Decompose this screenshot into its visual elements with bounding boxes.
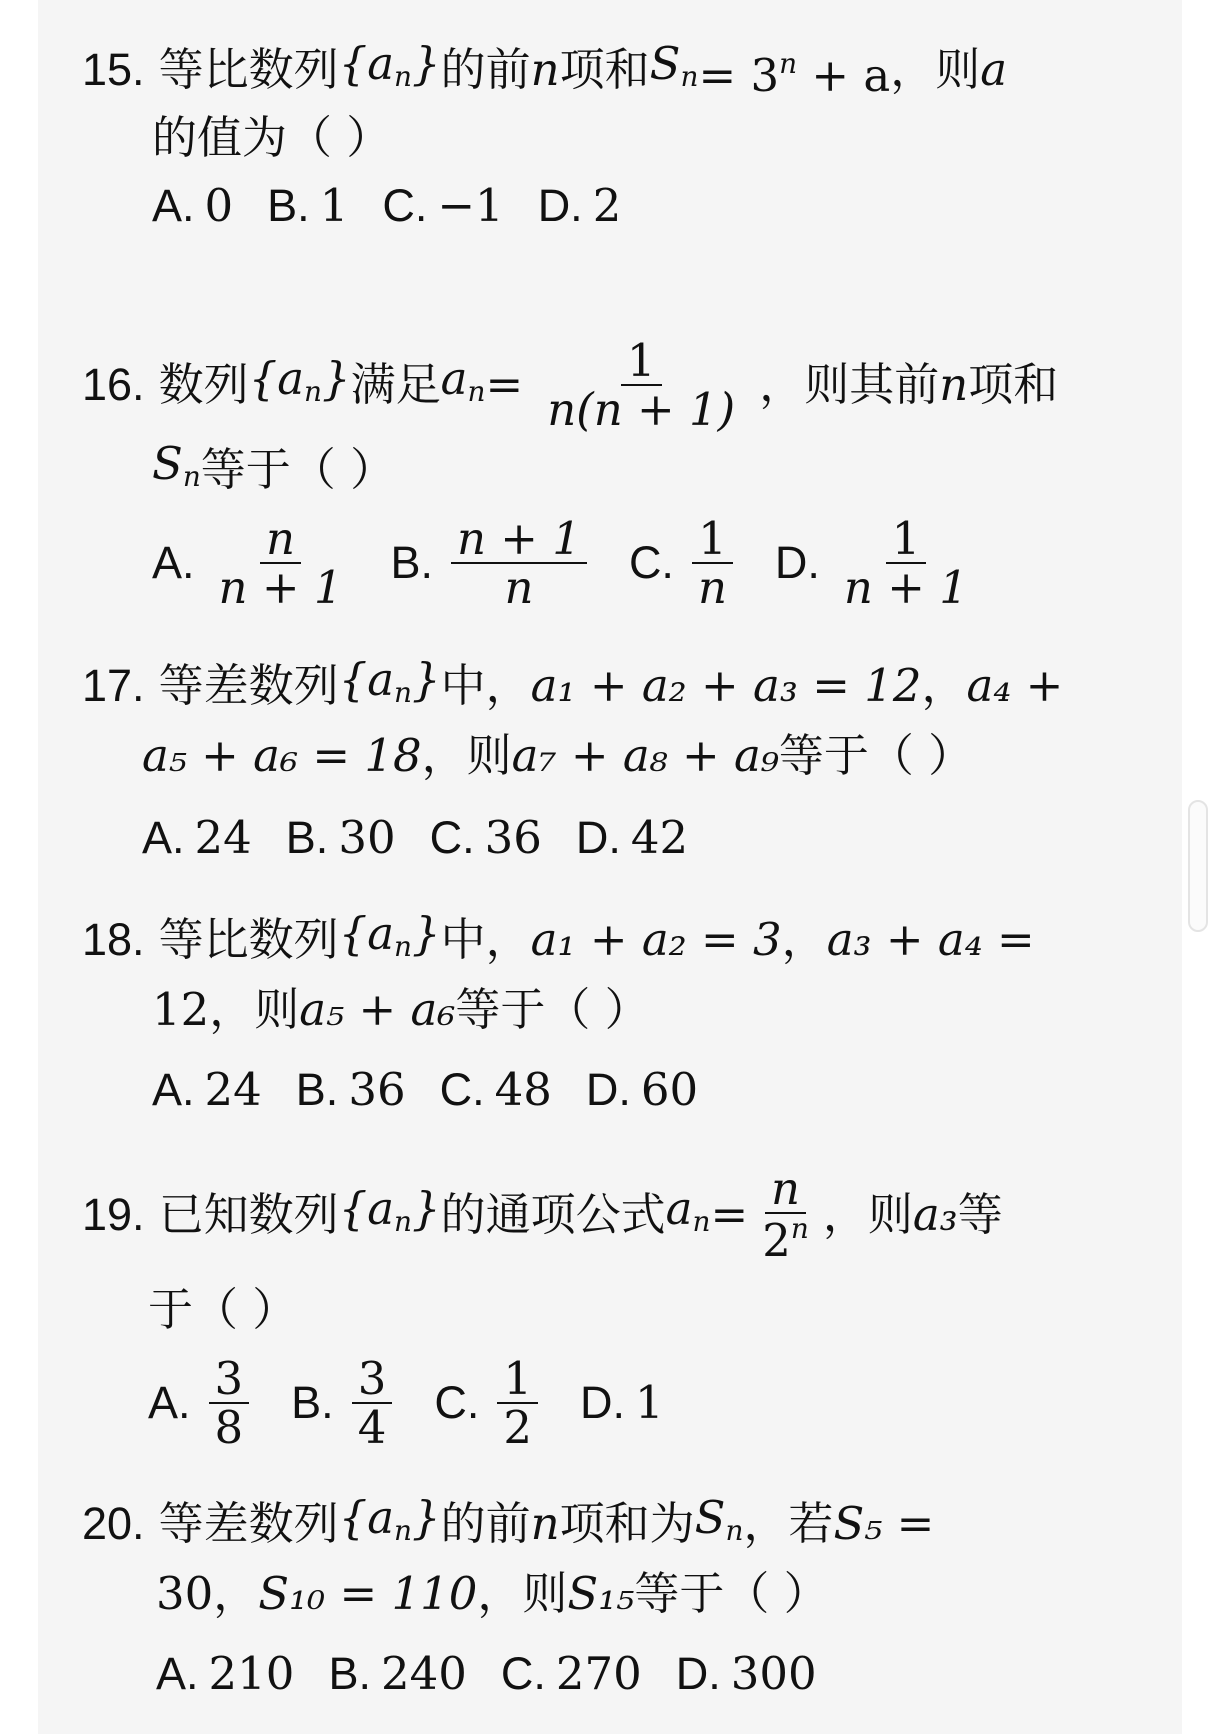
q16-stem-c: ，则其前 bbox=[759, 358, 940, 411]
q15-equation: = $3^n + a$ bbox=[698, 46, 891, 103]
q16-option-d[interactable]: D. $\frac{1}{n + 1}$ bbox=[774, 511, 968, 614]
q16-number: 16. bbox=[82, 359, 145, 410]
q17-stem-l2b: 等于（ ） bbox=[778, 729, 974, 782]
q19-stem-d: 等 bbox=[957, 1188, 1003, 1241]
q15-option-c[interactable]: C. −1 bbox=[382, 179, 504, 232]
q19-stem-a: 已知数列 bbox=[158, 1188, 339, 1241]
q18-stem-b: 中， bbox=[440, 913, 531, 966]
q16-stem-d: 项和 bbox=[968, 358, 1059, 411]
q15-line1 bbox=[82, 36, 1008, 103]
q16-option-b[interactable]: B. $\frac{n + 1}{n}$ bbox=[390, 515, 594, 612]
q19-stem-b: 的通项公式 bbox=[440, 1188, 666, 1241]
q17-comma: ， bbox=[921, 659, 967, 712]
q19-a3: a₃ bbox=[912, 1188, 958, 1241]
q16-sequence: $\{a_n\}$ bbox=[248, 351, 351, 408]
q17-option-a[interactable]: A. 24 bbox=[142, 811, 252, 864]
q17-expr2a: a₄ + bbox=[966, 659, 1064, 712]
q18-option-c[interactable]: C. 48 bbox=[439, 1063, 552, 1116]
q17-options bbox=[142, 808, 722, 868]
q20-stem-l2b: 等于（ ） bbox=[634, 1567, 829, 1620]
q16-an: $a_n$ bbox=[440, 351, 486, 408]
q19-an: $a_n$ bbox=[665, 1181, 711, 1238]
q15-stem-a: 等比数列 bbox=[158, 43, 339, 96]
q16-option-a[interactable]: A. $\frac{n}{n + 1}$ bbox=[152, 511, 343, 614]
q20-expr3: S₁₅ bbox=[567, 1567, 635, 1620]
q16-options bbox=[152, 508, 1016, 618]
q20-sequence: $\{a_n\}$ bbox=[338, 1490, 441, 1547]
worksheet-page bbox=[38, 0, 1182, 1734]
q20-stem-d: ，若 bbox=[743, 1497, 834, 1550]
q15-sequence: $\{a_n\}$ bbox=[338, 36, 441, 93]
q18-stem-l2b: 等于（ ） bbox=[455, 983, 650, 1036]
q20-option-c[interactable]: C. 270 bbox=[500, 1647, 642, 1700]
q15-number: 15. bbox=[82, 44, 145, 95]
q19-option-a[interactable]: A. $\frac{3}{8}$ bbox=[148, 1355, 257, 1452]
q19-options bbox=[148, 1348, 698, 1458]
q20-stem-b: 的前 bbox=[440, 1497, 531, 1550]
q15-option-d[interactable]: D. 2 bbox=[537, 179, 622, 232]
q20-stem-l2a: ，则 bbox=[477, 1567, 568, 1620]
q18-option-b[interactable]: B. 36 bbox=[295, 1063, 406, 1116]
q17-sequence: $\{a_n\}$ bbox=[338, 652, 441, 709]
q19-option-b[interactable]: B. $\frac{3}{4}$ bbox=[291, 1355, 400, 1452]
q16-stem-b: 满足 bbox=[350, 358, 441, 411]
q18-stem-l2a: ，则 bbox=[209, 983, 300, 1036]
q15-stem-d: ，则 bbox=[890, 43, 981, 96]
q18-line1 bbox=[82, 906, 1035, 970]
q20-Sn: $S_n$ bbox=[694, 1490, 744, 1547]
q15-option-a[interactable]: A. 0 bbox=[152, 179, 234, 232]
q17-number: 17. bbox=[82, 660, 145, 711]
q19-equals: = bbox=[710, 1188, 749, 1241]
q17-option-d[interactable]: D. 42 bbox=[575, 811, 689, 864]
q16-n: n bbox=[939, 358, 969, 411]
q17-stem-l2a: ，则 bbox=[421, 729, 512, 782]
q19-line1 bbox=[82, 1160, 1003, 1270]
q18-expr2b: 12 bbox=[152, 983, 210, 1036]
q20-stem-a: 等差数列 bbox=[158, 1497, 339, 1550]
q20-n: n bbox=[530, 1497, 560, 1550]
q17-expr3: a₇ + a₈ + a₉ bbox=[511, 729, 779, 782]
q17-expr2b: a₅ + a₆ = 18 bbox=[142, 729, 422, 782]
q16-line2 bbox=[152, 436, 396, 500]
q18-expr2a: a₃ + a₄ = bbox=[826, 913, 1035, 966]
q19-stem-c: ，则 bbox=[822, 1188, 913, 1241]
q18-sequence: $\{a_n\}$ bbox=[338, 906, 441, 963]
q19-line2: 于（ ） bbox=[148, 1283, 298, 1336]
q19-number: 19. bbox=[82, 1189, 145, 1240]
q15-stem-b: 的前 bbox=[440, 43, 531, 96]
q20-option-d[interactable]: D. 300 bbox=[675, 1647, 817, 1700]
q18-option-a[interactable]: A. 24 bbox=[152, 1063, 262, 1116]
q19-option-c[interactable]: C. $\frac{1}{2}$ bbox=[434, 1355, 546, 1452]
q15-n: n bbox=[530, 43, 560, 96]
q18-stem-a: 等比数列 bbox=[158, 913, 339, 966]
q20-expr2a: 30 bbox=[156, 1567, 214, 1620]
q16-stem-a: 数列 bbox=[158, 358, 249, 411]
q17-stem-b: 中， bbox=[440, 659, 531, 712]
q16-Sn: $S_n$ bbox=[152, 436, 201, 493]
q18-options bbox=[152, 1060, 732, 1120]
q16-stem-l2: 等于（ ） bbox=[200, 443, 396, 496]
q15-stem-c: 项和 bbox=[559, 43, 650, 96]
q20-stem-c: 项和为 bbox=[559, 1497, 695, 1550]
q20-option-a[interactable]: A. 210 bbox=[156, 1647, 295, 1700]
q17-option-c[interactable]: C. 36 bbox=[429, 811, 542, 864]
q20-options bbox=[156, 1644, 851, 1704]
q20-expr2b: S₁₀ = 110 bbox=[258, 1567, 478, 1620]
q18-number: 18. bbox=[82, 914, 145, 965]
q18-line2 bbox=[152, 980, 650, 1040]
q16-line1 bbox=[82, 330, 1058, 440]
q15-Sn: $S_n$ bbox=[649, 36, 699, 93]
q18-expr3: a₅ + a₆ bbox=[299, 983, 456, 1036]
q20-expr1: S₅ = bbox=[833, 1497, 935, 1550]
q15-option-b[interactable]: B. 1 bbox=[267, 179, 349, 232]
q19-fraction: $\frac{n}{2^n}$ bbox=[762, 1162, 809, 1268]
q18-option-d[interactable]: D. 60 bbox=[585, 1063, 699, 1116]
q17-expr1: a₁ + a₂ + a₃ = 12 bbox=[530, 659, 922, 712]
scrollbar-handle[interactable] bbox=[1188, 800, 1208, 932]
q20-comma: ， bbox=[213, 1567, 259, 1620]
q17-line2 bbox=[142, 726, 973, 786]
q20-line2 bbox=[156, 1564, 829, 1624]
q15-a: a bbox=[980, 43, 1008, 96]
q15-options bbox=[152, 176, 655, 236]
q17-stem-a: 等差数列 bbox=[158, 659, 339, 712]
q20-number: 20. bbox=[82, 1498, 145, 1549]
q18-comma: ， bbox=[781, 913, 827, 966]
q17-option-b[interactable]: B. 30 bbox=[285, 811, 396, 864]
q20-line1 bbox=[82, 1490, 935, 1554]
q19-sequence: $\{a_n\}$ bbox=[338, 1181, 441, 1238]
q15-line2: 的值为（ ） bbox=[152, 111, 392, 164]
q20-option-b[interactable]: B. 240 bbox=[328, 1647, 467, 1700]
q17-line1 bbox=[82, 652, 1064, 716]
q18-expr1: a₁ + a₂ = 3 bbox=[530, 913, 782, 966]
q19-option-d[interactable]: D. 1 bbox=[579, 1376, 664, 1429]
q16-fraction: $\frac{1}{n(n + 1)}$ bbox=[547, 333, 736, 436]
q16-equals: = bbox=[485, 358, 524, 411]
q16-option-c[interactable]: C. $\frac{1}{n}$ bbox=[629, 515, 741, 612]
